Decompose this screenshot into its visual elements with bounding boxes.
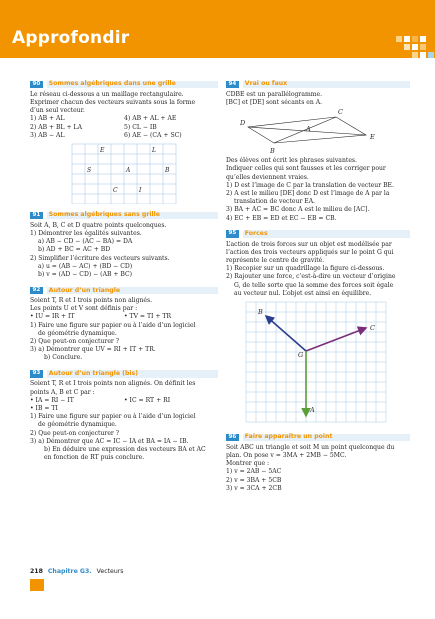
point-label: C xyxy=(370,324,375,333)
text-line: de géométrie dynamique. xyxy=(38,329,117,337)
point-label: A xyxy=(306,125,311,134)
page-footer xyxy=(30,568,124,575)
deco-square xyxy=(396,36,402,42)
exercise-number: 92 xyxy=(30,287,43,295)
deco-square xyxy=(404,36,410,42)
chapter-subject: Vecteurs xyxy=(96,568,124,575)
grid-figure xyxy=(30,142,218,204)
grid-lines xyxy=(246,302,386,422)
exercise-title: Forces xyxy=(244,230,268,238)
text-line: en fonction de RT puis conclure. xyxy=(44,454,145,462)
text-line: Soit ABC un triangle et soit M un point quelconque du xyxy=(226,443,395,451)
text-line: a) AB − CD − (AC − BA) = DA xyxy=(38,238,133,246)
grid-point-label: A xyxy=(126,167,131,175)
text-line: 1) Faire une figure sur papier ou à l’aide d’un logiciel xyxy=(30,321,196,329)
item: 2) AB + BL + LA xyxy=(30,123,83,131)
point-label: C xyxy=(338,108,343,117)
text-line: de géométrie dynamique. xyxy=(38,421,117,429)
point-label: B xyxy=(270,147,275,156)
text-line: Indiquer celles qui sont fausses et les corriger pour xyxy=(226,165,386,173)
right-column xyxy=(226,80,410,493)
item: 5) CL − IB xyxy=(124,123,157,131)
grid-point-label: S xyxy=(87,167,92,175)
text-line: 2) v = 3BA + 5CB xyxy=(226,476,282,484)
deco-square xyxy=(412,36,418,42)
figure-labels xyxy=(239,108,375,155)
text-line: 3) v = 3CA + 2CB xyxy=(226,484,282,492)
text-line: CDBE est un parallélogramme. xyxy=(226,90,323,98)
deco-square xyxy=(420,44,426,50)
deco-square xyxy=(404,44,410,50)
text-line: Soit A, B, C et D quatre points quelconques. xyxy=(30,221,167,229)
text-line: b) AD + BC = AC + BD xyxy=(38,246,111,254)
point-label: G xyxy=(298,351,304,360)
grid-point-label: I xyxy=(139,187,142,195)
text-line: • IB = TI xyxy=(30,405,58,413)
grid-point-label: E xyxy=(100,147,105,155)
text-line: Les points U et V sont définis par : xyxy=(30,305,138,313)
page-title: Approfondir xyxy=(12,28,130,48)
text-line: Soient T, R et I trois points non alignés. On définit les xyxy=(30,380,196,388)
point-label: A xyxy=(310,406,315,415)
text-line: 1) Démontrer les égalités suivantes. xyxy=(30,230,142,238)
exercise-91 xyxy=(30,211,218,279)
grid-point-label: B xyxy=(165,167,170,175)
text-line: Soient T, R et I trois points non alignés. xyxy=(30,297,153,305)
text-line: 1) v = 2AB − 5AC xyxy=(226,468,282,476)
exercise-title: Autour d’un triangle xyxy=(48,286,121,294)
point-label: D xyxy=(240,119,246,128)
text-line: points A, B et C par : xyxy=(30,388,95,396)
exercise-92 xyxy=(30,286,218,362)
text-line: 2) A est le milieu [DE] donc D est l’image de A par la xyxy=(226,190,390,198)
chapter-label: Chapitre G3. xyxy=(47,568,92,575)
item: 3) AB − AL xyxy=(30,131,65,139)
text-line: • IU = IR + IT xyxy=(30,313,75,321)
text-line: 1) Recopier sur un quadrillage la figure ci-dessous. xyxy=(226,265,385,273)
text-line: 2) Que peut-on conjecturer ? xyxy=(30,429,120,437)
text-line: 2) Que peut-on conjecturer ? xyxy=(30,338,120,346)
exercise-number: 96 xyxy=(226,434,239,442)
exercise-90 xyxy=(30,80,218,204)
text-line: [BC] et [DE] sont sécants en A. xyxy=(226,99,323,106)
point-label: B xyxy=(258,308,263,317)
exercise-number: 91 xyxy=(30,212,43,220)
text-line: • IC = RT + RI xyxy=(124,396,171,404)
exercise-number: 95 xyxy=(226,230,239,238)
grid-point-label: C xyxy=(113,187,118,195)
text-line: plan. On pose v = 3MA + 2MB − 5MC. xyxy=(226,452,347,460)
text-line: b) Conclure. xyxy=(44,354,83,362)
text-line: Des élèves ont écrit les phrases suivantes. xyxy=(226,157,357,165)
grid-point-label: L xyxy=(152,147,156,155)
item: 4) AB + AL + AE xyxy=(124,115,177,123)
text-line: 1) Faire une figure sur papier ou à l’aide d’un logiciel xyxy=(30,413,196,421)
diagonal-bc xyxy=(274,117,336,143)
text-line: translation de vecteur EA. xyxy=(234,198,316,206)
deco-square xyxy=(420,36,426,42)
text-line: Exprimer chacun des vecteurs suivants sous la forme xyxy=(30,99,196,106)
item-grid xyxy=(30,115,218,140)
deco-square xyxy=(412,52,418,58)
page-number: 218 xyxy=(30,568,43,575)
exercise-95 xyxy=(226,230,410,426)
text-line: Le réseau ci-dessous a un maillage rectangulaire. xyxy=(30,90,184,98)
item: 6) AE − (CA + SC) xyxy=(124,131,182,139)
text-line: qu’elles deviennent vraies. xyxy=(226,173,309,181)
deco-square xyxy=(428,52,434,58)
text-line: représente le centre de gravité. xyxy=(226,257,325,265)
exercise-93 xyxy=(30,370,218,463)
text-line: 2) Rajouter une force, c’est-à-dire un vecteur d’origine xyxy=(226,273,396,281)
text-line: • IA = RI − IT xyxy=(30,396,74,404)
point-label: E xyxy=(370,133,375,142)
text-line: b) v = (AD − CD) − (AB + BC) xyxy=(38,271,133,279)
exercise-number: 93 xyxy=(30,370,43,378)
left-column xyxy=(30,80,218,462)
deco-square xyxy=(412,44,418,50)
exercise-number: 90 xyxy=(30,81,43,89)
text-line: • TV = TI + TR xyxy=(124,313,172,321)
exercise-title: Faire apparaître un point xyxy=(244,433,333,441)
exercise-title: Sommes algébriques sans grille xyxy=(48,211,160,219)
text-line: Montrer que : xyxy=(226,460,270,468)
exercise-94 xyxy=(226,80,410,223)
text-line: 2) Simplifier l’écriture des vecteurs suivants. xyxy=(30,254,170,262)
text-line: l’action des trois vecteurs appliqués sur le point G qui xyxy=(226,248,394,256)
text-line: 3) a) Démontrer que UV = RI + IT + TR. xyxy=(30,346,156,354)
exercise-96 xyxy=(226,433,410,493)
text-line: L’action de trois forces sur un objet est modélisée par xyxy=(226,240,392,248)
text-line: 3) a) Démontrer que AC = IC − IA et BA = IA − IB. xyxy=(30,437,189,445)
text-line: 1) D est l’image de C par la translation de vecteur BE. xyxy=(226,181,394,189)
exercise-number: 94 xyxy=(226,81,239,89)
grid-lines xyxy=(72,144,176,204)
forces-figure xyxy=(226,300,410,426)
parallelogram-figure xyxy=(226,107,410,157)
text-line: d’un seul vecteur. xyxy=(30,107,85,115)
text-line: G, de telle sorte que la somme des forces soit égale xyxy=(234,281,394,289)
text-line: 4) EC + EB = ED et EC − EB = CB. xyxy=(226,214,337,222)
footer-marker xyxy=(30,579,44,591)
exercise-title: Autour d’un triangle (bis) xyxy=(48,369,139,377)
exercise-title: Sommes algébriques dans une grille xyxy=(48,80,176,88)
text-line: b) En déduire une expression des vecteurs BA et AC xyxy=(44,446,206,454)
text-line: 3) BA + AC = BC donc A est le milieu de [AC]. xyxy=(226,206,370,214)
deco-square xyxy=(420,52,426,58)
item: 1) AB + AL xyxy=(30,115,65,123)
exercise-title: Vrai ou faux xyxy=(244,80,288,88)
text-line: a) u = (AB − AC) + (BD − CD) xyxy=(38,262,133,270)
text-line: au vecteur nul. L’objet est ainsi en équilibre. xyxy=(234,289,372,297)
